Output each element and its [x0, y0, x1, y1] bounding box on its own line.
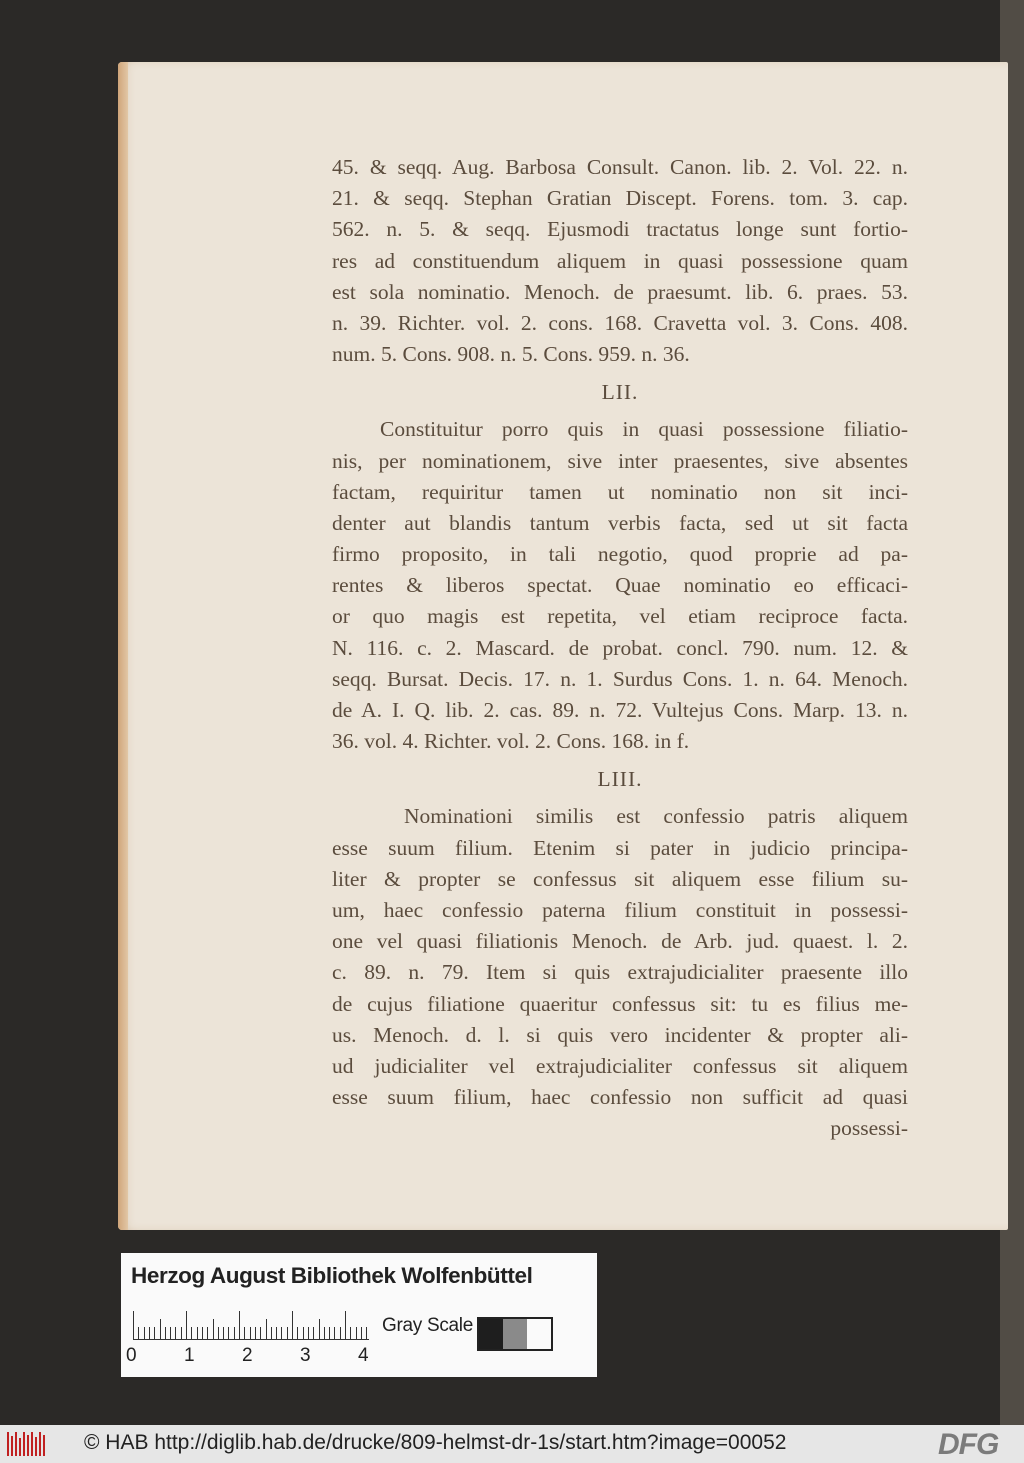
text-line: Constituitur porro quis in quasi possessione filiatio-	[380, 417, 908, 442]
ruler-tick	[303, 1327, 304, 1339]
text-line: Nominationi similis est confessio patris aliquem	[404, 804, 908, 829]
ruler-tick	[356, 1327, 357, 1339]
hab-barcode-logo-icon	[6, 1430, 48, 1458]
text-line: denter aut blandis tantum verbis facta, sed ut sit facta	[332, 510, 908, 535]
text-line: nis, per nominationem, sive inter praesentes, sive absentes	[332, 448, 908, 473]
gray-scale-label: Gray Scale	[382, 1315, 473, 1336]
ruler-tick	[361, 1327, 362, 1339]
text-line: 562. n. 5. & seqq. Ejusmodi tractatus longe sunt fortio-	[332, 217, 908, 242]
ruler-tick	[239, 1311, 240, 1339]
gray-swatch	[503, 1319, 527, 1349]
ruler-tick	[165, 1327, 166, 1339]
ruler-tick	[250, 1327, 251, 1339]
ruler-tick	[149, 1327, 150, 1339]
catchword: possessi-	[830, 1116, 908, 1141]
ruler-tick	[138, 1327, 139, 1339]
ruler-tick	[366, 1327, 367, 1339]
ruler-tick	[207, 1327, 208, 1339]
ruler-number: 0	[126, 1345, 137, 1366]
dfg-logo: DFG	[938, 1428, 999, 1461]
ruler-tick	[191, 1327, 192, 1339]
ruler-tick	[228, 1327, 229, 1339]
ruler-tick	[218, 1327, 219, 1339]
page-text	[332, 152, 908, 1144]
ruler-tick	[350, 1327, 351, 1339]
ruler-tick	[260, 1327, 261, 1339]
ruler-tick	[181, 1327, 182, 1339]
ruler-tick	[281, 1327, 282, 1339]
ruler-tick	[170, 1327, 171, 1339]
text-line: de A. I. Q. lib. 2. cas. 89. n. 72. Vultejus Cons. Marp. 13. n.	[332, 698, 908, 722]
text-line: n. 39. Richter. vol. 2. cons. 168. Cravetta vol. 3. Cons. 408.	[332, 310, 908, 335]
ruler-tick	[160, 1319, 161, 1339]
text-line: esse suum filium. Etenim si pater in judicio principa-	[332, 835, 908, 860]
gray-scale-swatches	[477, 1317, 553, 1351]
ruler-tick	[255, 1327, 256, 1339]
ruler-tick	[223, 1327, 224, 1339]
section-heading-lii: LII.	[601, 380, 639, 405]
ruler-tick	[213, 1319, 214, 1339]
text-line: 45. & seqq. Aug. Barbosa Consult. Canon. lib. 2. Vol. 22. n.	[332, 155, 908, 179]
ruler-tick	[308, 1327, 309, 1339]
ruler-number: 4	[358, 1345, 369, 1366]
text-line: res ad constituendum aliquem in quasi possessione quam	[332, 248, 908, 273]
centimeter-ruler	[133, 1309, 369, 1340]
ruler-tick	[324, 1327, 325, 1339]
ruler-tick	[292, 1311, 293, 1339]
ruler-tick	[319, 1319, 320, 1339]
gray-swatch	[527, 1319, 551, 1349]
ruler-tick	[276, 1327, 277, 1339]
text-line: us. Menoch. d. l. si quis vero incidenter & propter ali-	[332, 1022, 908, 1047]
ruler-tick	[313, 1327, 314, 1339]
text-line: de cujus filiatione quaeritur confessus sit: tu es filius me-	[332, 991, 908, 1016]
footer-bar	[0, 1425, 1024, 1463]
ruler-number: 3	[300, 1345, 311, 1366]
paragraph-lii	[332, 414, 908, 757]
ruler-tick	[133, 1311, 134, 1339]
text-line: ud judicialiter vel extrajudicialiter confessus sit aliquem	[332, 1053, 908, 1078]
text-line: one vel quasi filiationis Menoch. de Arb. jud. quaest. l. 2.	[332, 929, 908, 954]
ruler-tick	[329, 1327, 330, 1339]
ruler-tick	[154, 1327, 155, 1339]
paragraph-liii	[332, 801, 908, 1113]
text-line: rentes & liberos spectat. Quae nominatio eo efficaci-	[332, 573, 908, 598]
ruler-tick	[340, 1327, 341, 1339]
ruler-tick	[266, 1319, 267, 1339]
text-line: seqq. Bursat. Decis. 17. n. 1. Surdus Cons. 1. n. 64. Menoch.	[332, 666, 908, 691]
ruler-tick	[186, 1311, 187, 1339]
library-name: Herzog August Bibliothek Wolfenbüttel	[131, 1263, 533, 1288]
paragraph-continuation	[332, 152, 908, 370]
text-line: 36. vol. 4. Richter. vol. 2. Cons. 168. in f.	[332, 729, 690, 754]
library-label-card	[121, 1253, 597, 1377]
ruler-tick	[334, 1327, 335, 1339]
gray-swatch	[479, 1319, 503, 1349]
ruler-tick	[297, 1327, 298, 1339]
text-line: est sola nominatio. Menoch. de praesumt. lib. 6. praes. 53.	[332, 279, 908, 304]
ruler-tick	[287, 1327, 288, 1339]
ruler-tick	[197, 1327, 198, 1339]
text-line: or quo magis est repetita, vel etiam reciproce facta.	[332, 604, 908, 629]
text-line: um, haec confessio paterna filium constituit in possessi-	[332, 897, 908, 922]
source-url[interactable]: © HAB http://diglib.hab.de/drucke/809-helmst-dr-1s/start.htm?image=00052	[84, 1431, 787, 1454]
text-line: esse suum filium, haec confessio non sufficit ad quasi	[332, 1085, 908, 1110]
ruler-tick	[234, 1327, 235, 1339]
ruler-tick	[202, 1327, 203, 1339]
text-line: factam, requiritur tamen ut nominatio non sit inci-	[332, 479, 908, 504]
text-line: num. 5. Cons. 908. n. 5. Cons. 959. n. 36.	[332, 342, 690, 367]
ruler-tick	[244, 1327, 245, 1339]
ruler-tick	[271, 1327, 272, 1339]
ruler-tick	[345, 1311, 346, 1339]
page-edge	[118, 62, 128, 1230]
text-line: liter & propter se confessus sit aliquem esse filium su-	[332, 866, 908, 891]
text-line: 21. & seqq. Stephan Gratian Discept. Forens. tom. 3. cap.	[332, 186, 908, 211]
text-line: firmo proposito, in tali negotio, quod proprie ad pa-	[332, 542, 908, 567]
ruler-tick	[144, 1327, 145, 1339]
ruler-number: 1	[184, 1345, 195, 1366]
ruler-tick	[175, 1327, 176, 1339]
text-line: N. 116. c. 2. Mascard. de probat. concl. 790. num. 12. &	[332, 635, 908, 660]
section-heading-liii: LIII.	[597, 767, 643, 792]
text-line: c. 89. n. 79. Item si quis extrajudicialiter praesente illo	[332, 960, 908, 985]
ruler-number: 2	[242, 1345, 253, 1366]
